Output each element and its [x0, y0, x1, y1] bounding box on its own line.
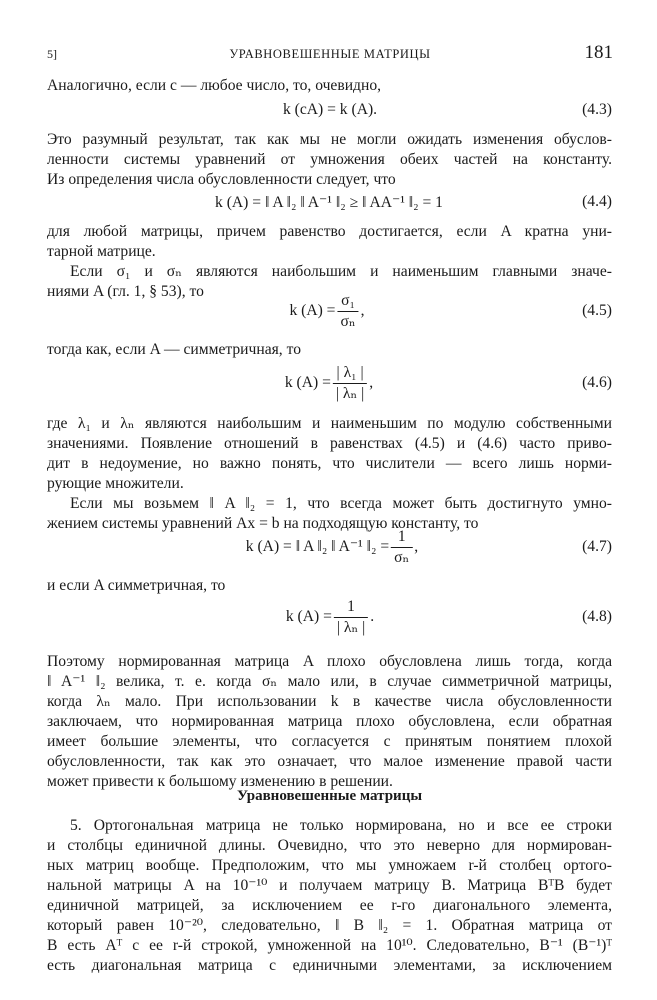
- text-line: ‖ A⁻¹ ‖₂ велика, т. е. когда σₙ мало или, в случае симметричной матрицы,: [47, 673, 612, 690]
- text-line: ленности системы уравнений от умножения обеих частей на константу.: [47, 151, 612, 168]
- text-line: Поэтому нормированная матрица A плохо обусловлена лишь тогда, когда: [47, 653, 612, 670]
- text-line: ных матриц вообще. Предположим, что мы умножаем r-й столбец ортого-: [47, 857, 612, 874]
- text-line: ниями A (гл. 1, § 53), то: [47, 283, 204, 300]
- equation-number: (4.5): [582, 302, 612, 319]
- text-line: Если мы возьмем ‖ A ‖₂ = 1, что всегда может быть достигнуто умно-: [70, 495, 612, 512]
- fraction-numerator: 1: [391, 528, 412, 548]
- running-header: [47, 44, 613, 68]
- text-line: есть диагональная матрица с единичными элементами, за исключением: [47, 957, 612, 974]
- fraction: [337, 292, 358, 331]
- fraction: [334, 598, 368, 637]
- text-line: тарной матрице.: [47, 243, 156, 260]
- fraction-numerator: | λ₁ |: [333, 364, 367, 384]
- text-line: B есть Aᵀ с ее r-й строкой, умноженной на 10¹⁰. Следовательно, B⁻¹ (B⁻¹)ᵀ: [47, 937, 612, 954]
- text-line: Из определения числа обусловленности следует, что: [47, 171, 396, 188]
- equation-number: (4.7): [582, 538, 612, 555]
- equation-number: (4.3): [582, 101, 612, 118]
- equation-tail: .: [370, 608, 375, 626]
- fraction: [391, 528, 412, 567]
- fraction-denominator: | λₙ |: [335, 385, 365, 402]
- fraction-denominator: σₙ: [394, 549, 410, 566]
- text-line: заключаем, что нормированная матрица плохо обусловлена, если обратная: [47, 713, 612, 730]
- equation-body: [285, 364, 373, 403]
- equation-tail: ,: [369, 374, 374, 392]
- equation-number: (4.6): [582, 374, 612, 391]
- text-line: тогда как, если A — симметричная, то: [47, 341, 302, 358]
- text-line: где λ₁ и λₙ являются наибольшим и наименьшим по модулю собственными: [47, 415, 612, 432]
- equation-body: [289, 292, 364, 331]
- equation-number: (4.8): [582, 608, 612, 625]
- text-line: дит в недоумение, но важно понять, что числители — всего лишь норми-: [47, 455, 612, 472]
- text-line: Аналогично, если c — любое число, то, очевидно,: [47, 77, 382, 94]
- text-line: нальной матрицы A на 10⁻¹⁰ и получаем матрицу B. Матрица BᵀB будет: [47, 877, 612, 894]
- equation-body: k (cA) = k (A).: [282, 101, 378, 118]
- equation-lhs: k (A) =: [285, 608, 332, 626]
- text-line: который равен 10⁻²⁰, следовательно, ‖ B ‖₂ = 1. Обратная матрица от: [47, 917, 612, 934]
- fraction-numerator: σ₁: [337, 292, 358, 312]
- equation-number: (4.4): [582, 193, 612, 210]
- text-line: жением системы уравнений Ax = b на подходящую константу, то: [47, 515, 479, 532]
- equation-4-6: [47, 364, 612, 408]
- text-line: и если A симметричная, то: [47, 577, 226, 594]
- text-line: Если σ₁ и σₙ являются наибольшим и наименьшим главными значе-: [70, 263, 612, 280]
- text-line: 5. Ортогональная матрица не только нормирована, но и все ее строки: [70, 817, 612, 834]
- equation-lhs: k (A) =: [289, 302, 336, 320]
- equation-lhs: k (A) =: [284, 374, 331, 392]
- fraction: [333, 364, 367, 403]
- header-section-number: 5]: [47, 47, 57, 61]
- equation-body: [246, 528, 418, 567]
- text-line: может привести к большому изменению в решении.: [47, 773, 393, 790]
- text-line: обусловленности, так как это означает, что малое изменение правой части: [47, 753, 612, 770]
- equation-4-7: [47, 528, 612, 572]
- text-line: единичной матрицей, за исключением ее r-го диагонального элемента,: [47, 897, 612, 914]
- page-number: 181: [584, 42, 613, 63]
- text-line: значениями. Появление отношений в равенствах (4.5) и (4.6) часто приво-: [47, 435, 612, 452]
- fraction-numerator: 1: [334, 598, 368, 618]
- text-line: для любой матрицы, причем равенство достигается, если A кратна уни-: [47, 223, 612, 240]
- header-chapter-title: УРАВНОВЕШЕННЫЕ МАТРИЦЫ: [229, 47, 431, 61]
- equation-tail: ,: [414, 538, 419, 556]
- text-line: Это разумный результат, так как мы не могли ожидать изменения обуслов-: [47, 131, 612, 148]
- text-line: имеет большие элементы, что согласуется с принятым понятием плохой: [47, 733, 612, 750]
- equation-tail: ,: [360, 302, 365, 320]
- equation-4-8: [47, 598, 612, 642]
- text-line: когда λₙ мало. При использовании k в качестве числа обусловленности: [47, 693, 612, 710]
- fraction-denominator: σₙ: [340, 313, 356, 330]
- equation-body: k (A) = ‖ A ‖₂ ‖ A⁻¹ ‖₂ ≥ ‖ AA⁻¹ ‖₂ = 1: [215, 194, 443, 211]
- text-line: рующие множители.: [47, 475, 184, 492]
- text-line: и столбцы единичной длины. Очевидно, что это неверно для нормирован-: [47, 837, 612, 854]
- fraction-denominator: | λₙ |: [336, 619, 366, 636]
- section-heading: Уравновешенные матрицы: [236, 788, 423, 804]
- equation-4-5: [47, 292, 612, 336]
- equation-lhs: k (A) = ‖ A ‖₂ ‖ A⁻¹ ‖₂ =: [245, 538, 390, 556]
- equation-body: [286, 598, 374, 637]
